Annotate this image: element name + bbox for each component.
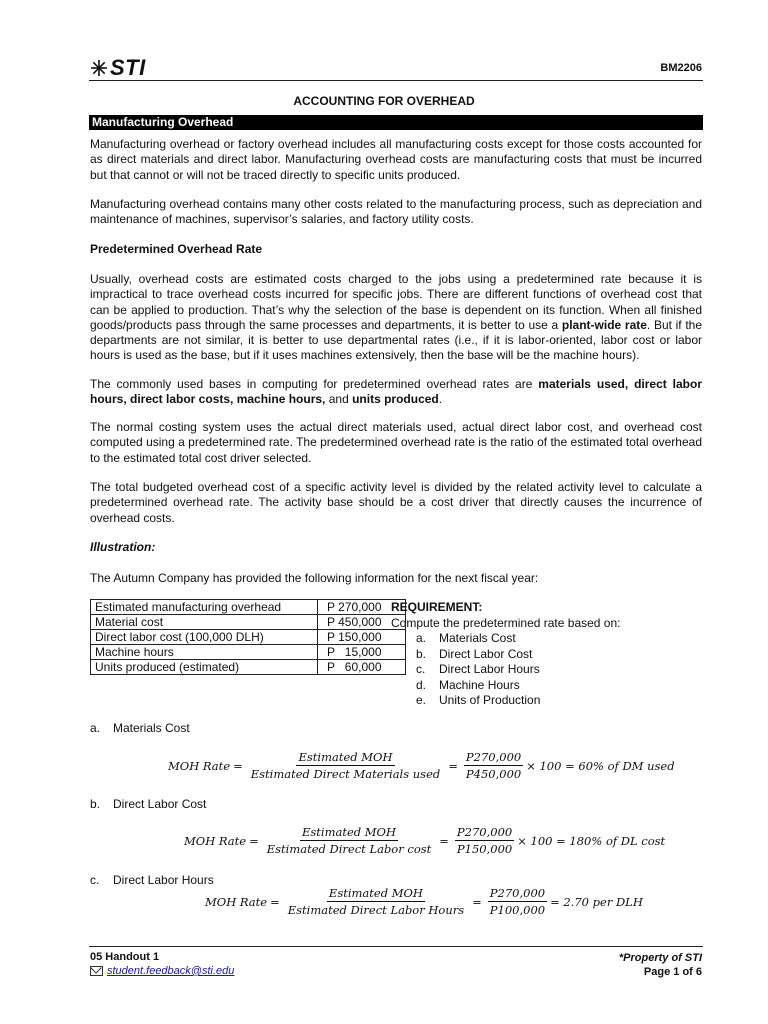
- footer-email[interactable]: [90, 965, 234, 977]
- formula-direct-labor-hours: MOH Rate = $\frac{\text{Estimated MOH}}{\text{Estimated Direct Labor Hours}}$ = $\frac{P270,000}{P100,000}$ = 2.70 per DLH: [205, 886, 643, 917]
- list-item: [391, 693, 620, 709]
- table-row: [91, 645, 406, 660]
- table-cell-value: P 150,000: [318, 630, 406, 645]
- requirement-intro: Compute the predetermined rate based on:: [391, 615, 621, 630]
- table-row: [91, 615, 406, 630]
- requirement-list: [391, 631, 620, 709]
- list-item: [391, 662, 620, 678]
- table-cell-value: P 60,000: [318, 660, 406, 675]
- formula-materials-cost: MOH Rate = $\frac{\text{Estimated MOH}}{\text{Estimated Direct Materials used}}$ = $\frac{P270,000}{P450,000}$ × 100 = 60% of DM used: [168, 750, 675, 781]
- footer-right: [619, 951, 702, 979]
- section-heading-bar: Manufacturing Overhead: [89, 115, 703, 130]
- email-icon: [90, 966, 103, 976]
- list-marker: a.: [416, 631, 427, 645]
- paragraph-rate-explanation: Usually, overhead costs are estimated costs charged to the jobs using a predetermined rate because it is impractical to trace overhead costs incurred for specific jobs. There are different functions of overhead cost that can be applied to production. That’s why the selection of the base is dependent on its function. When all finished goods/products pass through the same processes and departments, it is better to use a plant-wide rate. But if the departments are not similar, it is better to use departmental rates (i.e., if it is labor-oriented, labor cost or labor hours is used as the base, but if it uses machines extensively, then the base will be the machine hours).: [90, 272, 703, 363]
- page-number: Page 1 of 6: [643, 966, 702, 978]
- table-cell-label: Material cost: [91, 615, 318, 630]
- list-item: [391, 647, 620, 663]
- list-item: [391, 678, 620, 694]
- list-item-text: Direct Labor Cost: [439, 646, 533, 661]
- page-title: ACCOUNTING FOR OVERHEAD: [293, 94, 475, 108]
- paragraph-definition: Manufacturing overhead or factory overhead includes all manufacturing costs except for those costs accounted for as direct materials and direct labor. Manufacturing overhead costs are manufacturing costs that must be incurred but that cannot or will not be traced directly to specific units produced.: [90, 137, 702, 182]
- sti-logo-icon: [90, 59, 108, 77]
- list-item-text: Units of Production: [439, 693, 541, 707]
- table-row: [91, 600, 406, 615]
- paragraph-examples: Manufacturing overhead contains many other costs related to the manufacturing process, such as depreciation and maintenance of machines, supervisor’s salaries, and factory utility costs.: [90, 197, 702, 227]
- requirement-block: [391, 600, 620, 709]
- subheading-predetermined-rate: Predetermined Overhead Rate: [90, 242, 263, 256]
- table-row: [91, 630, 406, 645]
- company-data-table: [90, 599, 406, 675]
- list-marker: e.: [416, 693, 427, 707]
- solution-a-label: a. Materials Cost: [90, 721, 190, 735]
- footer-divider: [89, 946, 703, 947]
- list-marker: d.: [416, 677, 427, 692]
- table-cell-value: P 270,000: [318, 600, 406, 615]
- formula-direct-labor-cost: MOH Rate = $\frac{\text{Estimated MOH}}{\text{Estimated Direct Labor cost}}$ = $\frac{P270,000}{P150,000}$ × 100 = 180% of DL cost: [184, 825, 666, 856]
- illustration-label: Illustration:: [90, 540, 156, 554]
- table-cell-value: P 450,000: [318, 615, 406, 630]
- paragraph-company-intro: The Autumn Company has provided the following information for the next fiscal year:: [90, 571, 539, 585]
- list-marker: c.: [416, 662, 426, 676]
- handout-number: 05 Handout 1: [90, 951, 160, 963]
- table-cell-value: P 15,000: [318, 645, 406, 660]
- sti-logo: [90, 56, 146, 80]
- header-divider: [89, 80, 703, 81]
- table-cell-label: Machine hours: [91, 645, 318, 660]
- email-link[interactable]: student.feedback@sti.edu: [107, 965, 235, 977]
- list-item-text: Materials Cost: [439, 631, 516, 645]
- logo-text: STI: [110, 55, 146, 80]
- paragraph-normal-costing: The normal costing system uses the actual direct materials used, actual direct labor cost, and overhead cost computed using a predetermined rate. The predetermined overhead rate is the ratio of the estimated total overhead to the estimated total cost driver selected.: [90, 420, 702, 465]
- list-item-text: Machine Hours: [439, 677, 520, 692]
- paragraph-budgeted-overhead: The total budgeted overhead cost of a specific activity level is divided by the related activity level to calculate a predetermined overhead rate. The activity base should be a cost driver that directly causes the incurrence of overhead costs.: [90, 480, 702, 525]
- paragraph-bases: The commonly used bases in computing for predetermined overhead rates are materials used, direct labor hours, direct labor costs, machine hours, and units produced.: [90, 377, 702, 407]
- solution-c-label: c. Direct Labor Hours: [90, 873, 214, 887]
- table-cell-label: Direct labor cost (100,000 DLH): [91, 630, 318, 645]
- document-code: BM2206: [660, 62, 702, 74]
- list-item: [391, 631, 620, 647]
- list-marker: b.: [416, 646, 427, 661]
- requirement-heading: REQUIREMENT:: [391, 600, 483, 614]
- solution-b-label: b. Direct Labor Cost: [90, 797, 207, 811]
- property-notice: *Property of STI: [618, 952, 702, 964]
- table-cell-label: Units produced (estimated): [91, 660, 318, 675]
- list-item-text: Direct Labor Hours: [439, 662, 540, 676]
- table-cell-label: Estimated manufacturing overhead: [91, 600, 318, 615]
- table-row: [91, 660, 406, 675]
